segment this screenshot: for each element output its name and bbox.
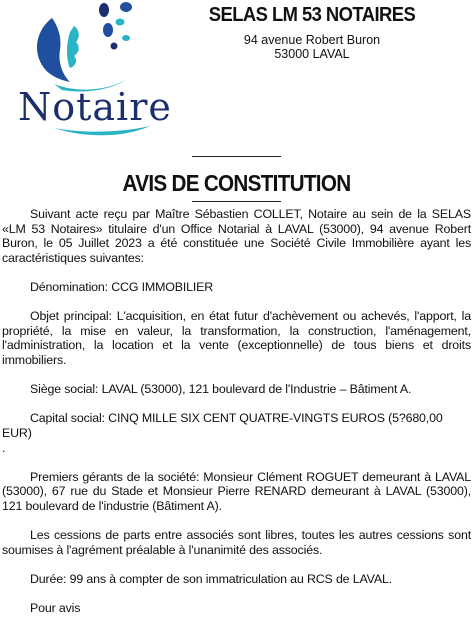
paragraph-denomination: Dénomination: CCG IMMOBILIER (30, 279, 214, 294)
stray-dot: . (2, 440, 6, 455)
notice-title: AVIS DE CONSTITUTION (122, 170, 351, 196)
office-address-street: 94 avenue Robert Buron (243, 33, 381, 47)
office-address-city: 53000 LAVAL (274, 47, 350, 61)
logo-drop-3 (116, 19, 125, 26)
notice-body (2, 207, 471, 630)
logo-drop-4 (103, 23, 113, 37)
paragraph-managers: Premiers gérants de la société: Monsieur Clément ROGUET demeurant à LAVAL (53000), 67 rue du Stade et Monsieur Pierre RENARD demeurant à LAVAL (53000), 121 boulevard de l'industrie (Bâtiment A). (2, 469, 471, 513)
logo-drop-6 (111, 43, 118, 50)
paragraph-purpose: Objet principal: L'acquisition, en état futur d'achèvement ou achevés, l'apport, la propriété, la mise en valeur, la transformation, la construction, l'aménagement, l'administration, la location et la vente (exceptionnelle) de tous biens et droits immobiliers. (2, 309, 471, 367)
logo-wordmark: Notaire (18, 85, 172, 129)
paragraph-closing: Pour avis (30, 601, 81, 616)
logo-drop-5 (122, 35, 130, 41)
logo-drop-1 (99, 3, 109, 17)
notaire-logo (14, 0, 189, 142)
logo-arc-shape (37, 18, 70, 82)
office-name: SELAS LM 53 NOTAIRES (208, 4, 416, 26)
logo-drop-2 (120, 2, 132, 12)
paragraph-duration: Durée: 99 ans à compter de son immatriculation au RCS de LAVAL. (30, 571, 392, 586)
paragraph-capital: Capital social: CINQ MILLE SIX CENT QUATRE-VINGTS EUROS (5?680,00 EUR) (2, 411, 443, 440)
title-rule-top (192, 156, 281, 157)
paragraph-share-transfers: Les cessions de parts entre associés sont libres, toutes les autres cessions sont soumises à l'agrément préalable à l'unanimité des associés. (2, 528, 471, 557)
logo-profile-shape (67, 26, 79, 68)
paragraph-deed: Suivant acte reçu par Maître Sébastien COLLET, Notaire au sein de la SELAS «LM 53 Notaires» titulaire d'un Office Notarial à LAVAL (53000), 94 avenue Robert Buron, le 05 Juillet 2023 a été constituée une Société Civile Immobilière ayant les caractéristiques suivantes: (2, 207, 471, 265)
title-rule-bottom (192, 201, 281, 202)
paragraph-registered-office: Siège social: LAVAL (53000), 121 boulevard de l'Industrie – Bâtiment A. (30, 382, 412, 397)
